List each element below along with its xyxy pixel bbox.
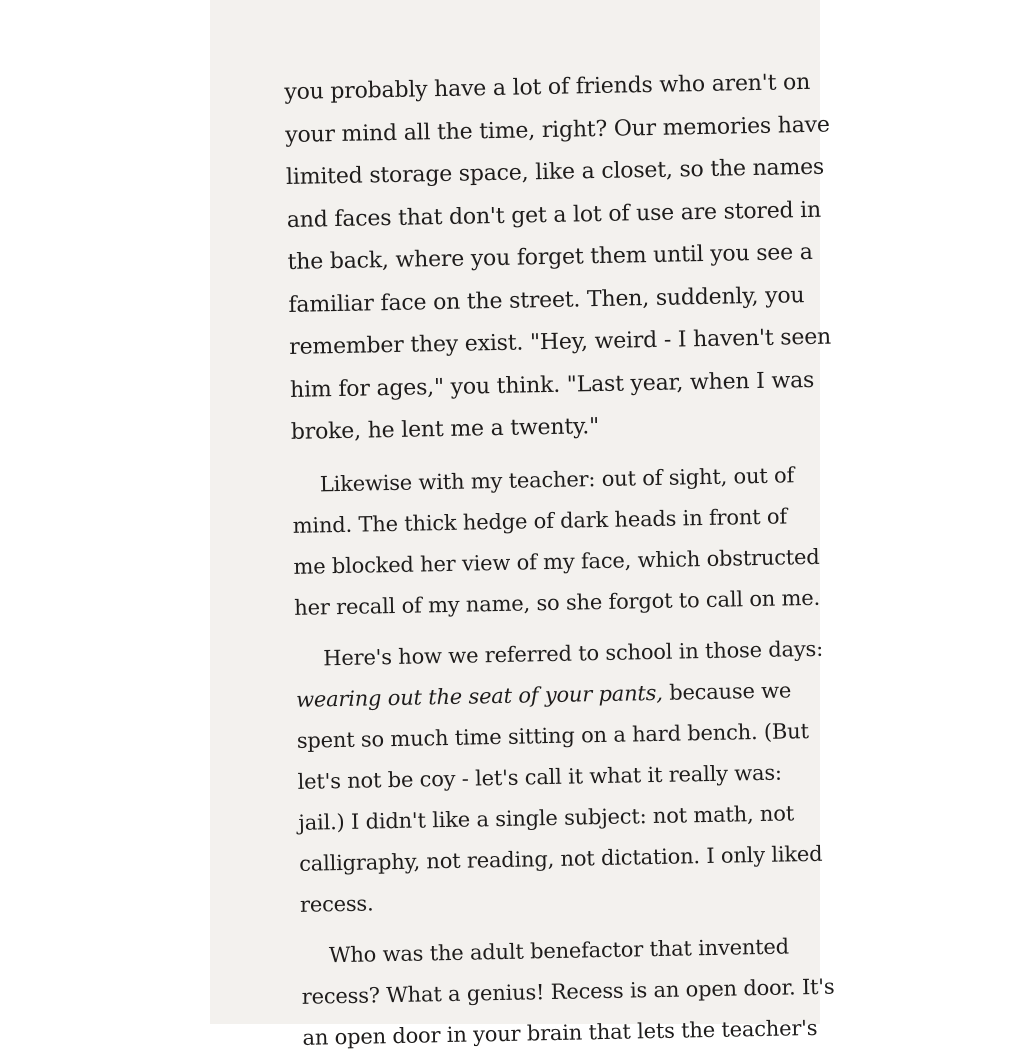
italic-phrase: wearing out the seat of your pants,: [295, 680, 663, 712]
text-line: the back, where you forget them until you see a: [287, 239, 813, 275]
text-line: Here's how we referred to school in those days:: [323, 636, 824, 670]
text-line: remember they exist. "Hey, weird - I haven't seen: [289, 324, 832, 360]
text-line: spent so much time sitting on a hard bench. (But: [296, 718, 809, 753]
text-line: mind. The thick hedge of dark heads in front of: [292, 503, 788, 538]
text-line: and faces that don't get a lot of use are stored in: [286, 197, 822, 233]
text-line: Likewise with my teacher: out of sight, out of: [319, 462, 795, 496]
text-fragment: because we: [662, 677, 792, 705]
text-line: broke, he lent me a twenty.": [290, 414, 600, 445]
text-line: him for ages," you think. "Last year, when I was: [289, 367, 815, 403]
text-line: calligraphy, not reading, not dictation. I only liked: [298, 841, 823, 876]
text-line: me blocked her view of my face, which obstructed: [293, 544, 820, 579]
page-text: [284, 62, 833, 1058]
text-line: an open door in your brain that lets the teacher's: [302, 1015, 818, 1050]
text-line: your mind all the time, right? Our memories have: [284, 112, 830, 148]
text-line: recess? What a genius! Recess is an open door. It's: [301, 974, 835, 1009]
text-line: limited storage space, like a closet, so the names: [285, 154, 825, 190]
text-line: her recall of my name, so she forgot to call on me.: [294, 585, 821, 620]
paragraph-1: [284, 62, 832, 455]
paragraph-3: [295, 628, 830, 925]
text-line: let's not be coy - let's call it what it really was:: [297, 760, 783, 794]
text-line: recess.: [299, 890, 374, 917]
book-page: [210, 0, 835, 1050]
text-line: you probably have a lot of friends who aren't on: [284, 69, 811, 105]
paragraph-4: [301, 925, 833, 1058]
text-line: Who was the adult benefactor that invented: [328, 933, 790, 967]
text-line: jail.) I didn't like a single subject: not math, not: [298, 800, 795, 835]
paragraph-2: [292, 454, 825, 628]
text-line: familiar face on the street. Then, suddenly, you: [288, 282, 805, 318]
